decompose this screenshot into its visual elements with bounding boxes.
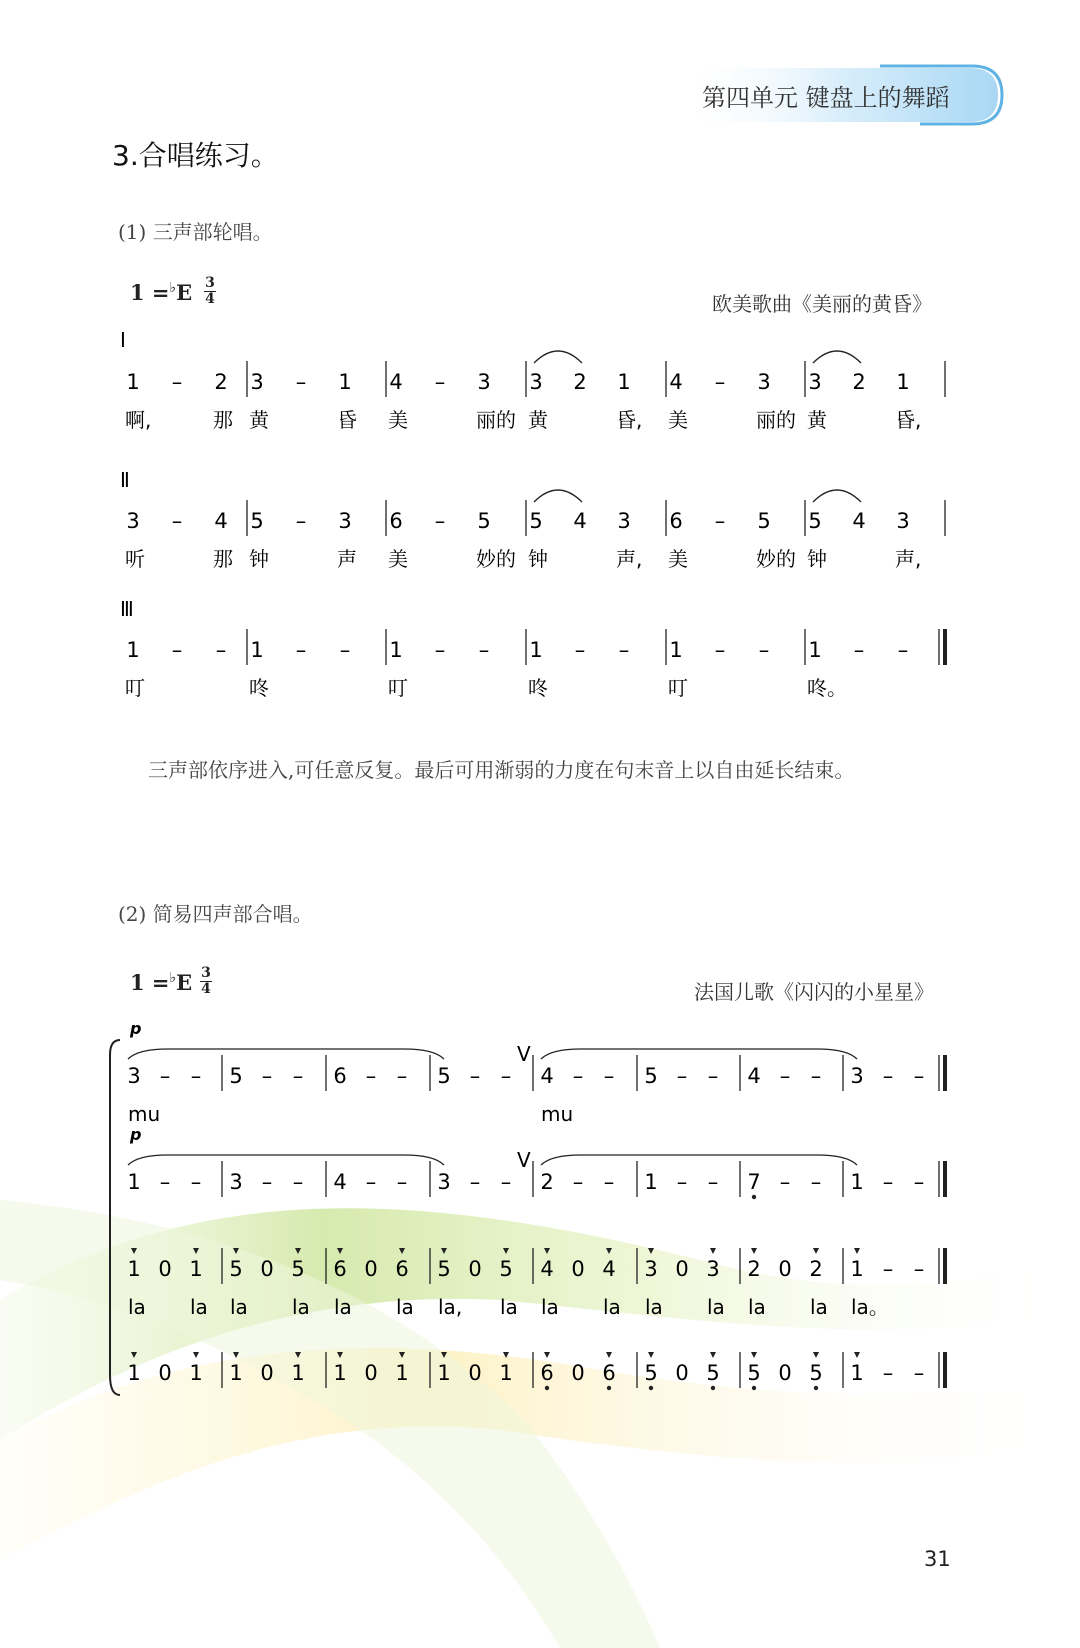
dash-mark: – <box>292 1170 304 1194</box>
low-octave-dot <box>752 1195 756 1199</box>
note: 1 <box>437 1361 451 1385</box>
staccato-mark <box>751 1352 757 1358</box>
part1-subtitle: (1) 三声部轮唱。 <box>118 220 273 244</box>
staccato-mark <box>193 1248 199 1254</box>
note: 1 <box>229 1361 243 1385</box>
note: 3 <box>896 509 910 533</box>
lyric: la <box>707 1295 725 1319</box>
note: 6 <box>333 1064 347 1088</box>
lyric: 美 <box>388 547 408 571</box>
part1-voice-label-3: Ⅲ <box>120 597 134 621</box>
note: 1 <box>189 1257 203 1281</box>
low-octave-dot <box>752 1386 756 1390</box>
note: 5 <box>437 1257 451 1281</box>
lyric: 那 <box>213 547 233 571</box>
low-octave-dot <box>711 1386 715 1390</box>
note: 2 <box>747 1257 761 1281</box>
dash-mark: – <box>171 370 183 394</box>
lyric: 钟 <box>249 547 269 571</box>
staccato-mark <box>131 1352 137 1358</box>
part2-subtitle: (2) 简易四声部合唱。 <box>118 902 313 926</box>
part1-key-flat: ♭ <box>169 280 177 296</box>
staccato-mark <box>710 1248 716 1254</box>
dash-mark: – <box>469 1064 481 1088</box>
dash-mark: – <box>882 1170 894 1194</box>
breath-mark: V <box>517 1148 531 1172</box>
lyric: 妙的 <box>476 547 516 571</box>
note: 3 <box>808 370 822 394</box>
lyric: la <box>128 1295 146 1319</box>
dash-mark: – <box>434 509 446 533</box>
dash-mark: – <box>897 638 909 662</box>
lyric: la <box>500 1295 518 1319</box>
note: 0 <box>778 1257 792 1281</box>
note: 1 <box>127 1170 141 1194</box>
slur <box>128 1049 444 1059</box>
note: 4 <box>573 509 587 533</box>
staccato-mark <box>503 1248 509 1254</box>
dash-mark: – <box>261 1064 273 1088</box>
low-octave-dot <box>607 1386 611 1390</box>
note: 4 <box>540 1257 554 1281</box>
dash-mark: – <box>758 638 770 662</box>
note: 3 <box>477 370 491 394</box>
lyric: 叮 <box>668 676 688 700</box>
lyric: mu <box>541 1102 574 1126</box>
dash-mark: – <box>618 638 630 662</box>
note: 4 <box>214 509 228 533</box>
note: 5 <box>809 1361 823 1385</box>
note: 1 <box>127 1361 141 1385</box>
note: 2 <box>852 370 866 394</box>
dash-mark: – <box>295 370 307 394</box>
staccato-mark <box>813 1248 819 1254</box>
dash-mark: – <box>396 1170 408 1194</box>
staccato-mark <box>193 1352 199 1358</box>
note: 1 <box>617 370 631 394</box>
dash-mark: – <box>572 1170 584 1194</box>
note: 5 <box>229 1257 243 1281</box>
note: 1 <box>669 638 683 662</box>
low-octave-dot <box>814 1386 818 1390</box>
staccato-mark <box>751 1248 757 1254</box>
dynamic-marking: p <box>130 1125 142 1144</box>
part1-voice-label-2: Ⅱ <box>120 468 130 492</box>
staccato-mark <box>813 1352 819 1358</box>
note: 0 <box>158 1361 172 1385</box>
note: 0 <box>675 1361 689 1385</box>
note: 0 <box>364 1361 378 1385</box>
dash-mark: – <box>707 1064 719 1088</box>
note: 3 <box>757 370 771 394</box>
lyric: mu <box>128 1102 161 1126</box>
note: 1 <box>389 638 403 662</box>
note: 0 <box>364 1257 378 1281</box>
note: 5 <box>250 509 264 533</box>
dash-mark: – <box>500 1064 512 1088</box>
part2-time-bottom: 4 <box>201 981 211 997</box>
dash-mark: – <box>913 1170 925 1194</box>
dash-mark: – <box>396 1064 408 1088</box>
staccato-mark <box>233 1248 239 1254</box>
low-octave-dot <box>649 1386 653 1390</box>
lyric: 声, <box>895 547 922 571</box>
note: 0 <box>571 1257 585 1281</box>
dash-mark: – <box>913 1064 925 1088</box>
staccato-mark <box>544 1352 550 1358</box>
note: 4 <box>747 1064 761 1088</box>
section-title: 3.合唱练习。 <box>112 139 279 172</box>
staccato-mark <box>854 1248 860 1254</box>
note: 6 <box>389 509 403 533</box>
dash-mark: – <box>171 509 183 533</box>
dash-mark: – <box>913 1257 925 1281</box>
lyric: 听 <box>125 547 145 571</box>
lyric: 美 <box>388 408 408 432</box>
lyric: 钟 <box>807 547 827 571</box>
lyric: 黄 <box>528 408 548 432</box>
note: 1 <box>808 638 822 662</box>
part1-performance-note: 三声部依序进入,可任意反复。最后可用渐弱的力度在句末音上以自由延长结束。 <box>148 758 855 782</box>
dash-mark: – <box>295 638 307 662</box>
note: 2 <box>809 1257 823 1281</box>
note: 0 <box>260 1257 274 1281</box>
lyric: la <box>603 1295 621 1319</box>
note: 1 <box>126 370 140 394</box>
dash-mark: – <box>190 1170 202 1194</box>
lyric: 钟 <box>528 547 548 571</box>
dash-mark: – <box>676 1064 688 1088</box>
lyric: 昏 <box>337 408 357 432</box>
staccato-mark <box>441 1352 447 1358</box>
dash-mark: – <box>171 638 183 662</box>
staccato-mark <box>233 1352 239 1358</box>
dash-mark: – <box>159 1170 171 1194</box>
slur <box>541 1155 857 1165</box>
note: 1 <box>850 1170 864 1194</box>
dash-mark: – <box>714 509 726 533</box>
staccato-mark <box>337 1352 343 1358</box>
dash-mark: – <box>572 1064 584 1088</box>
staccato-mark <box>399 1248 405 1254</box>
dynamic-marking: p <box>130 1019 142 1038</box>
part2-key-note: E <box>176 970 193 995</box>
note: 0 <box>260 1361 274 1385</box>
note: 3 <box>850 1064 864 1088</box>
staccato-mark <box>131 1248 137 1254</box>
lyric: 叮 <box>125 676 145 700</box>
note: 1 <box>896 370 910 394</box>
note: 2 <box>214 370 228 394</box>
dash-mark: – <box>853 638 865 662</box>
note: 3 <box>127 1064 141 1088</box>
dash-mark: – <box>159 1064 171 1088</box>
breath-mark: V <box>517 1042 531 1066</box>
note: 3 <box>437 1170 451 1194</box>
dash-mark: – <box>574 638 586 662</box>
dash-mark: – <box>365 1064 377 1088</box>
lyric: 声, <box>616 547 643 571</box>
slur <box>541 1049 857 1059</box>
dash-mark: – <box>603 1170 615 1194</box>
note: 2 <box>573 370 587 394</box>
part1-time-top: 3 <box>205 275 215 291</box>
note: 1 <box>395 1361 409 1385</box>
staccato-mark <box>399 1352 405 1358</box>
dash-mark: – <box>215 638 227 662</box>
lyric: la <box>334 1295 352 1319</box>
note: 3 <box>529 370 543 394</box>
staccato-mark <box>295 1248 301 1254</box>
dash-mark: – <box>292 1064 304 1088</box>
note: 6 <box>333 1257 347 1281</box>
note: 3 <box>706 1257 720 1281</box>
note: 1 <box>850 1257 864 1281</box>
note: 5 <box>706 1361 720 1385</box>
dash-mark: – <box>882 1257 894 1281</box>
lyric: 咚。 <box>807 676 847 700</box>
part2-time-top: 3 <box>201 965 211 981</box>
system-brace <box>110 1040 120 1395</box>
note: 1 <box>126 638 140 662</box>
staccato-mark <box>441 1248 447 1254</box>
note: 5 <box>529 509 543 533</box>
lyric: 啊, <box>125 408 152 432</box>
note: 0 <box>468 1361 482 1385</box>
part2-source: 法国儿歌《闪闪的小星星》 <box>694 980 934 1004</box>
note: 7 <box>747 1170 761 1194</box>
note: 0 <box>571 1361 585 1385</box>
lyric: la <box>396 1295 414 1319</box>
note: 4 <box>602 1257 616 1281</box>
lyric: la <box>190 1295 208 1319</box>
note: 6 <box>395 1257 409 1281</box>
note: 5 <box>499 1257 513 1281</box>
note: 1 <box>338 370 352 394</box>
part2-key-label: 1 = <box>130 970 170 995</box>
note: 5 <box>437 1064 451 1088</box>
slur <box>534 490 582 502</box>
part2-key-flat: ♭ <box>169 970 177 986</box>
note: 1 <box>250 638 264 662</box>
unit-title: 第四单元 键盘上的舞蹈 <box>702 84 950 112</box>
lyric: 那 <box>213 408 233 432</box>
note: 3 <box>617 509 631 533</box>
note: 1 <box>529 638 543 662</box>
note: 3 <box>126 509 140 533</box>
note: 0 <box>675 1257 689 1281</box>
dash-mark: – <box>676 1170 688 1194</box>
lyric: la, <box>438 1295 463 1319</box>
lyric: 叮 <box>388 676 408 700</box>
note: 5 <box>747 1361 761 1385</box>
lyric: la <box>748 1295 766 1319</box>
dash-mark: – <box>810 1064 822 1088</box>
note: 5 <box>477 509 491 533</box>
lyric: 昏, <box>895 408 922 432</box>
lyric: la <box>810 1295 828 1319</box>
slur <box>534 351 582 363</box>
note: 3 <box>644 1257 658 1281</box>
note: 4 <box>333 1170 347 1194</box>
note: 5 <box>291 1257 305 1281</box>
staccato-mark <box>854 1352 860 1358</box>
note: 1 <box>850 1361 864 1385</box>
part1-voice-label-1: Ⅰ <box>120 328 126 352</box>
dash-mark: – <box>478 638 490 662</box>
staccato-mark <box>710 1352 716 1358</box>
slur <box>813 351 861 363</box>
lyric: la <box>645 1295 663 1319</box>
page-number: 31 <box>924 1547 951 1571</box>
lyric: 咚 <box>249 676 269 700</box>
low-octave-dot <box>545 1386 549 1390</box>
staccato-mark <box>648 1248 654 1254</box>
staccato-mark <box>544 1248 550 1254</box>
dash-mark: – <box>714 370 726 394</box>
note: 5 <box>644 1361 658 1385</box>
note: 1 <box>127 1257 141 1281</box>
dash-mark: – <box>882 1361 894 1385</box>
note: 5 <box>644 1064 658 1088</box>
lyric: la <box>292 1295 310 1319</box>
note: 1 <box>291 1361 305 1385</box>
dash-mark: – <box>913 1361 925 1385</box>
staccato-mark <box>606 1248 612 1254</box>
dash-mark: – <box>714 638 726 662</box>
part1-time-bottom: 4 <box>205 291 215 307</box>
dash-mark: – <box>810 1170 822 1194</box>
note: 3 <box>250 370 264 394</box>
dash-mark: – <box>365 1170 377 1194</box>
lyric: 妙的 <box>756 547 796 571</box>
note: 1 <box>189 1361 203 1385</box>
lyric: 昏, <box>616 408 643 432</box>
dash-mark: – <box>707 1170 719 1194</box>
lyric: 声 <box>337 547 357 571</box>
dash-mark: – <box>434 638 446 662</box>
note: 6 <box>540 1361 554 1385</box>
note: 4 <box>669 370 683 394</box>
lyric: 黄 <box>807 408 827 432</box>
lyric: 美 <box>668 547 688 571</box>
dash-mark: – <box>339 638 351 662</box>
dash-mark: – <box>779 1064 791 1088</box>
dash-mark: – <box>603 1064 615 1088</box>
staccato-mark <box>337 1248 343 1254</box>
note: 4 <box>852 509 866 533</box>
note: 6 <box>669 509 683 533</box>
slur <box>813 490 861 502</box>
slur <box>128 1155 444 1165</box>
part1-source: 欧美歌曲《美丽的黄昏》 <box>712 292 932 316</box>
lyric: la <box>541 1295 559 1319</box>
dash-mark: – <box>261 1170 273 1194</box>
note: 2 <box>540 1170 554 1194</box>
note: 1 <box>499 1361 513 1385</box>
note: 4 <box>389 370 403 394</box>
note: 3 <box>338 509 352 533</box>
dash-mark: – <box>295 509 307 533</box>
lyric: 咚 <box>528 676 548 700</box>
dash-mark: – <box>882 1064 894 1088</box>
part1-key-note: E <box>176 280 193 305</box>
part1-key-label: 1 = <box>130 280 170 305</box>
note: 5 <box>229 1064 243 1088</box>
dash-mark: – <box>500 1170 512 1194</box>
lyric: 丽的 <box>476 408 516 432</box>
dash-mark: – <box>779 1170 791 1194</box>
lyric: la。 <box>851 1295 889 1319</box>
staccato-mark <box>606 1352 612 1358</box>
lyric: 美 <box>668 408 688 432</box>
note: 4 <box>540 1064 554 1088</box>
lyric: 丽的 <box>756 408 796 432</box>
staccato-mark <box>648 1352 654 1358</box>
note: 0 <box>158 1257 172 1281</box>
note: 1 <box>333 1361 347 1385</box>
lyric: la <box>230 1295 248 1319</box>
staccato-mark <box>503 1352 509 1358</box>
note: 5 <box>808 509 822 533</box>
dash-mark: – <box>434 370 446 394</box>
staccato-mark <box>295 1352 301 1358</box>
note: 0 <box>778 1361 792 1385</box>
note: 1 <box>644 1170 658 1194</box>
lyric: 黄 <box>249 408 269 432</box>
note: 0 <box>468 1257 482 1281</box>
note: 5 <box>757 509 771 533</box>
note: 6 <box>602 1361 616 1385</box>
dash-mark: – <box>190 1064 202 1088</box>
dash-mark: – <box>469 1170 481 1194</box>
note: 3 <box>229 1170 243 1194</box>
